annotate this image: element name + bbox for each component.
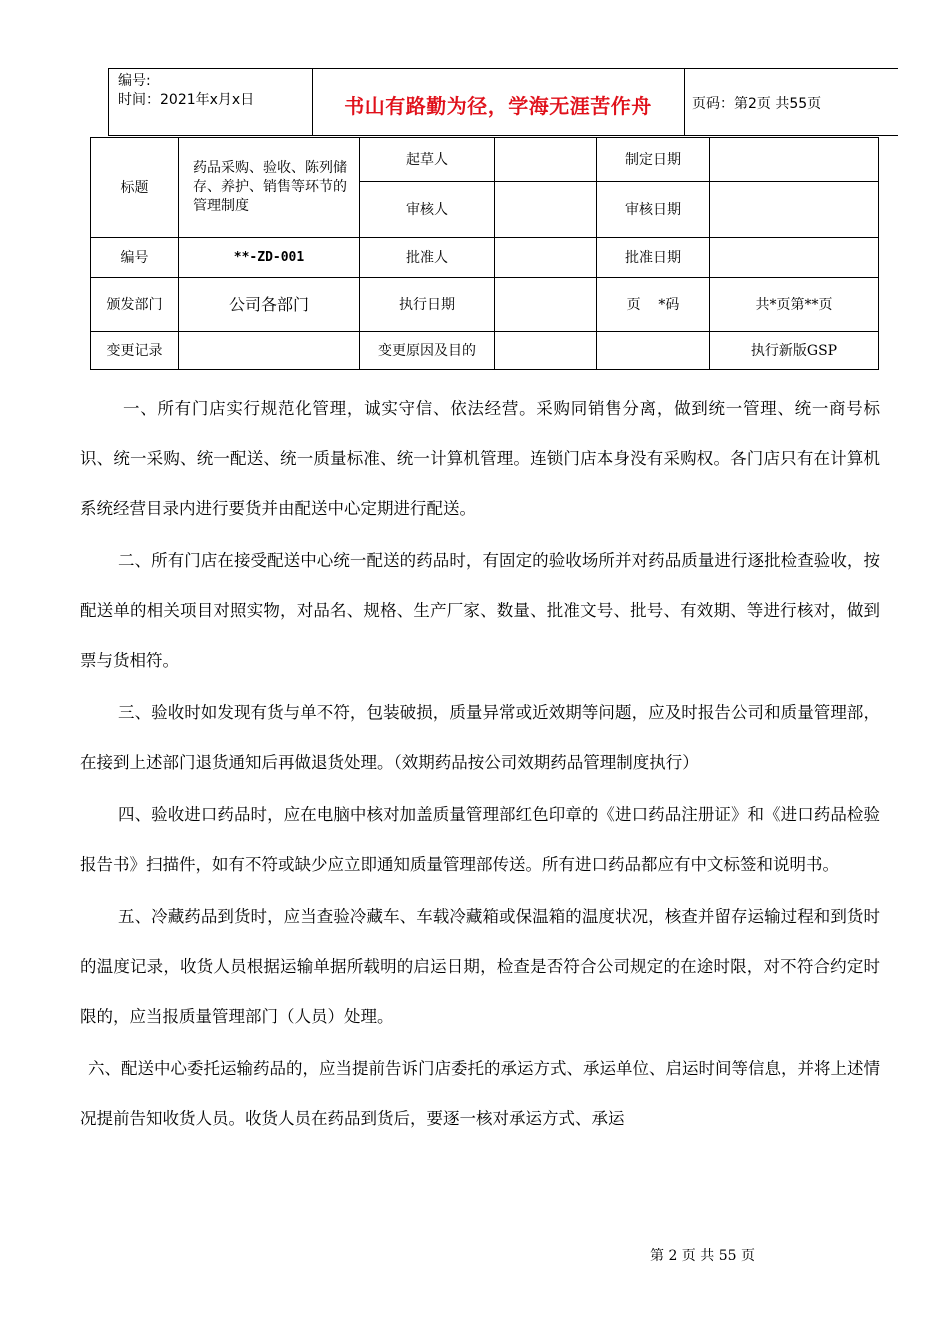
- review-date-label: 审核日期: [597, 182, 710, 238]
- change-record-label: 变更记录: [91, 332, 179, 370]
- change-extra-value: [597, 332, 710, 370]
- reviewer-value: [495, 182, 597, 238]
- drafter-label: 起草人: [360, 138, 495, 182]
- header-divider: [684, 68, 685, 136]
- title-label: 标题: [91, 138, 179, 238]
- header-meta: [118, 72, 254, 110]
- document-body: [80, 384, 880, 1146]
- draft-date-label: 制定日期: [597, 138, 710, 182]
- exec-date-label: 执行日期: [360, 278, 495, 332]
- document-header: [108, 68, 898, 136]
- approver-label: 批准人: [360, 238, 495, 278]
- change-reason-label: 变更原因及目的: [360, 332, 495, 370]
- approver-value: [495, 238, 597, 278]
- title-value: 药品采购、验收、陈列储存、养护、销售等环节的管理制度: [179, 138, 360, 238]
- header-number-label: 编号:: [118, 73, 151, 89]
- header-bottom-rule: [108, 135, 898, 136]
- approve-date-label: 批准日期: [597, 238, 710, 278]
- paragraph: 三、验收时如发现有货与单不符，包装破损，质量异常或近效期等问题，应及时报告公司和质量管理部，在接到上述部门退货通知后再做退货处理。（效期药品按公司效期药品管理制度执行）: [80, 703, 880, 772]
- issuer-value: 公司各部门: [179, 278, 360, 332]
- issuer-label: 颁发部门: [91, 278, 179, 332]
- change-reason-value: [495, 332, 597, 370]
- header-time-label: 时间：2021年x月x日: [118, 92, 255, 108]
- change-note: 执行新版GSP: [710, 332, 879, 370]
- document-info-table: [90, 137, 879, 370]
- paragraph: 一、所有门店实行规范化管理，诚实守信、依法经营。采购同销售分离，做到统一管理、统一商号标识、统一采购、统一配送、统一质量标准、统一计算机管理。连锁门店本身没有采购权。各门店只有在计算机系统经营目录内进行要货并由配送中心定期进行配送。: [80, 399, 880, 518]
- reviewer-label: 审核人: [360, 182, 495, 238]
- paragraph: 四、验收进口药品时，应在电脑中核对加盖质量管理部红色印章的《进口药品注册证》和《进口药品检验报告书》扫描件，如有不符或缺少应立即通知质量管理部传送。所有进口药品都应有中文标签和说明书。: [80, 805, 880, 874]
- page-footer: 第 2 页 共 55 页: [650, 1248, 755, 1264]
- draft-date-value: [710, 138, 879, 182]
- exec-date-value: [495, 278, 597, 332]
- header-divider: [108, 68, 109, 136]
- page-code-value: 共*页第**页: [710, 278, 879, 332]
- change-record-value: [179, 332, 360, 370]
- paragraph: 五、冷藏药品到货时，应当查验冷藏车、车载冷藏箱或保温箱的温度状况，核查并留存运输过程和到货时的温度记录，收货人员根据运输单据所载明的启运日期，检查是否符合公司规定的在途时限，对不符合约定时限的，应当报质量管理部门（人员）处理。: [80, 907, 880, 1026]
- header-page-info: 页码：第2页 共55页: [692, 96, 822, 112]
- paragraph: 六、配送中心委托运输药品的，应当提前告诉门店委托的承运方式、承运单位、启运时间等信息，并将上述情况提前告知收货人员。收货人员在药品到货后，要逐一核对承运方式、承运: [80, 1059, 880, 1128]
- number-label: 编号: [91, 238, 179, 278]
- paragraph: 二、所有门店在接受配送中心统一配送的药品时，有固定的验收场所并对药品质量进行逐批检查验收，按配送单的相关项目对照实物，对品名、规格、生产厂家、数量、批准文号、批号、有效期、等进行核对，做到票与货相符。: [80, 551, 880, 670]
- header-top-rule: [108, 68, 898, 69]
- review-date-value: [710, 182, 879, 238]
- page-code-label: 页 *码: [597, 278, 710, 332]
- number-value: **-ZD-001: [179, 238, 360, 278]
- drafter-value: [495, 138, 597, 182]
- header-slogan: 书山有路勤为径，学海无涯苦作舟: [344, 94, 652, 118]
- approve-date-value: [710, 238, 879, 278]
